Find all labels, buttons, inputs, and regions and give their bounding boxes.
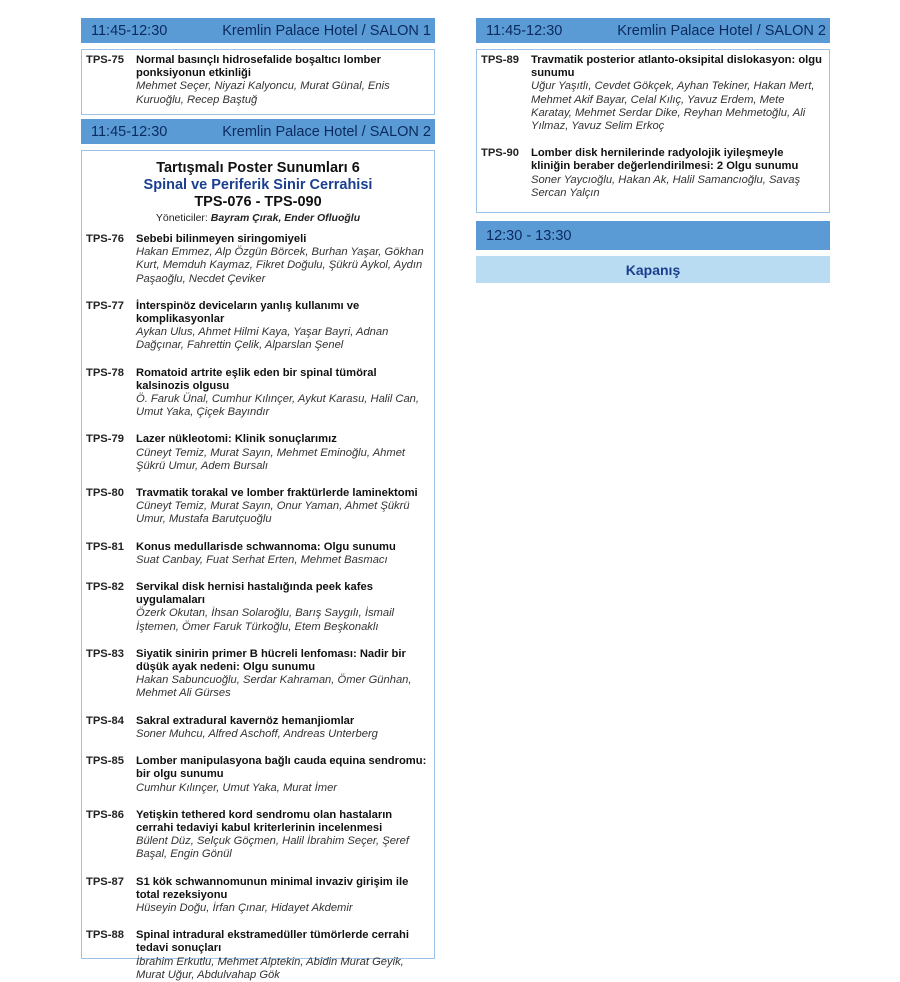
poster-authors: Soner Muhcu, Alfred Aschoff, Andreas Unterberg: [136, 727, 378, 740]
poster-title: Lomber manipulasyona bağlı cauda equina sendromu: bir olgu sunumu: [136, 755, 427, 781]
poster-entry: [86, 541, 430, 567]
session-location: Kremlin Palace Hotel / SALON 1: [222, 22, 431, 39]
poster-title: İnterspinöz deviceların yanlış kullanımı ve komplikasyonlar: [136, 299, 360, 326]
session-subtitle: Spinal ve Periferik Sinir Cerrahisi: [143, 177, 373, 193]
poster-code: TPS-77: [86, 299, 124, 312]
poster-authors: Soner Yaycıoğlu, Hakan Ak, Halil Samancıoğlu, Savaş Sercan Yalçın: [531, 173, 801, 199]
poster-title: Spinal intradural ekstramedüller tümörlerde cerrahi tedavi sonuçları: [136, 929, 409, 955]
session-header: [476, 18, 830, 43]
poster-entry: [86, 648, 430, 701]
poster-entry: [86, 755, 430, 795]
poster-code: TPS-83: [86, 647, 124, 660]
poster-authors: Özerk Okutan, İhsan Solaroğlu, Barış Saygılı, İsmail İştemen, Ömer Faruk Türkoğlu, Etem Beşkonaklı: [136, 607, 395, 633]
poster-title: Travmatik posterior atlanto-oksipital dislokasyon: olgu sunumu: [531, 54, 822, 80]
poster-title: Sebebi bilinmeyen siringomiyeli: [136, 233, 307, 245]
poster-code: TPS-89: [481, 54, 519, 66]
session-location: Kremlin Palace Hotel / SALON 2: [222, 123, 431, 140]
poster-authors: Aykan Ulus, Ahmet Hilmi Kaya, Yaşar Bayri, Adnan Dağçınar, Fahrettin Çelik, Alparslan Şenel: [136, 326, 389, 352]
session-title: Tartışmalı Poster Sunumları 6: [156, 160, 360, 176]
poster-authors: Suat Canbay, Fuat Serhat Erten, Mehmet Basmacı: [136, 553, 388, 566]
poster-title: Normal basınçlı hidrosefalide boşaltıcı lomber ponksiyonun etkinliği: [136, 54, 381, 80]
poster-code: TPS-84: [86, 714, 124, 727]
poster-entry: [86, 233, 430, 286]
session-location: Kremlin Palace Hotel / SALON 2: [617, 22, 826, 39]
session-time: 11:45-12:30: [486, 22, 563, 39]
poster-code: TPS-79: [86, 433, 124, 446]
closing-banner: Kapanış: [476, 256, 830, 283]
poster-list: [86, 233, 430, 982]
poster-code: TPS-80: [86, 487, 124, 500]
poster-entry: [86, 367, 430, 420]
poster-code: TPS-90: [481, 147, 519, 160]
poster-title: Romatoid artrite eşlik eden bir spinal tümöral kalsinozis olgusu: [136, 366, 377, 392]
poster-code: TPS-87: [86, 875, 124, 888]
moderators-names: Bayram Çırak, Ender Ofluoğlu: [210, 212, 361, 224]
poster-entry: [86, 929, 430, 982]
poster-code: TPS-81: [86, 540, 124, 553]
poster-title: Konus medullarisde schwannoma: Olgu sunumu: [136, 540, 396, 553]
poster-code: TPS-88: [86, 929, 124, 942]
poster-code: TPS-78: [86, 366, 124, 379]
poster-entry: [86, 433, 430, 473]
poster-entry: [86, 581, 430, 634]
left-column: [81, 18, 435, 981]
poster-title: Travmatik torakal ve lomber fraktürlerde laminektomi: [136, 487, 418, 500]
poster-code: TPS-85: [86, 755, 124, 768]
poster-authors: Cüneyt Temiz, Murat Sayın, Onur Yaman, Ahmet Şükrü Umur, Mustafa Barutçuoğlu: [136, 500, 410, 526]
session-time: 11:45-12:30: [91, 22, 168, 39]
session-moderators: [86, 211, 430, 225]
poster-authors: Ö. Faruk Ünal, Cumhur Kılınçer, Aykut Karasu, Halil Can, Umut Yaka, Çiçek Bayındır: [136, 393, 420, 419]
session-range: TPS-076 - TPS-090: [194, 194, 322, 210]
poster-authors: Uğur Yaşıtlı, Cevdet Gökçek, Ayhan Tekiner, Hakan Mert, Mehmet Akif Bayar, Celal Kılıç, Yavuz Erdem, Mete Karatay, Mehmet Serdar Dike, Reyhan Mehmetoğlu, Ali Yılmaz, Yavuz Selim Erkoç: [531, 80, 815, 133]
poster-title: Lomber disk hernilerinde radyolojik iyileşmeyle kliniğin beraber değerlendirilmesi: 2 Olgu sunumu: [531, 147, 799, 173]
session-header: [81, 18, 435, 43]
session-header: [81, 119, 435, 144]
poster-authors: Mehmet Seçer, Niyazi Kalyoncu, Murat Günal, Enis Kuruoğlu, Recep Baştuğ: [136, 80, 390, 106]
poster-code: TPS-82: [86, 581, 124, 594]
session-time: 12:30 - 13:30: [486, 227, 572, 244]
poster-title: Lazer nükleotomi: Klinik sonuçlarımız: [136, 433, 337, 446]
poster-authors: Bülent Düz, Selçuk Göçmen, Halil İbrahim Seçer, Şeref Başal, Engin Gönül: [136, 835, 409, 861]
poster-list: [481, 54, 825, 200]
poster-entry: [86, 300, 430, 353]
right-column: [476, 18, 830, 283]
poster-authors: İbrahim Erkutlu, Mehmet Alptekin, Abidin Murat Geyik, Murat Uğur, Abdulvahap Gök: [136, 955, 404, 981]
poster-entry: [86, 715, 430, 741]
poster-entry: [86, 54, 430, 107]
poster-entry: [481, 147, 825, 200]
poster-authors: Cüneyt Temiz, Murat Sayın, Mehmet Eminoğlu, Ahmet Şükrü Umur, Adem Bursalı: [136, 446, 406, 472]
session-box: [81, 49, 435, 115]
poster-code: TPS-75: [86, 54, 124, 66]
session-box: [81, 150, 435, 981]
poster-authors: Hüseyin Doğu, İrfan Çınar, Hidayet Akdemir: [136, 901, 353, 914]
poster-title: Sakral extradural kavernöz hemanjiomlar: [136, 714, 355, 727]
poster-entry: [86, 809, 430, 862]
poster-title: Siyatik sinirin primer B hücreli lenfoması: Nadir bir düşük ayak nedeni: Olgu sunumu: [136, 647, 406, 674]
poster-title: S1 kök schwannomunun minimal invaziv girişim ile total rezeksiyonu: [136, 875, 409, 901]
poster-title: Servikal disk hernisi hastalığında peek kafes uygulamaları: [136, 581, 373, 607]
poster-authors: Hakan Emmez, Alp Özgün Börcek, Burhan Yaşar, Gökhan Kurt, Memduh Kaymaz, Fikret Doğulu, Şükrü Aykol, Aydın Paşaoğlu, Necdet Çeviker: [136, 246, 424, 285]
poster-entry: [86, 876, 430, 916]
session-heading: [86, 159, 430, 225]
session-box: [476, 49, 830, 213]
poster-entry: [86, 487, 430, 527]
poster-authors: Hakan Sabuncuoğlu, Serdar Kahraman, Ömer Günhan, Mehmet Ali Gürses: [136, 674, 412, 700]
poster-code: TPS-86: [86, 808, 124, 821]
poster-authors: Cumhur Kılınçer, Umut Yaka, Murat İmer: [136, 781, 338, 794]
session-time: 11:45-12:30: [91, 123, 168, 140]
session-header: [476, 221, 830, 250]
poster-code: TPS-76: [86, 233, 124, 245]
poster-title: Yetişkin tethered kord sendromu olan hastaların cerrahi tedaviyi kabul kriterlerinin incelenmesi: [136, 808, 393, 834]
moderators-label: Yöneticiler:: [155, 212, 208, 224]
poster-entry: [481, 54, 825, 133]
